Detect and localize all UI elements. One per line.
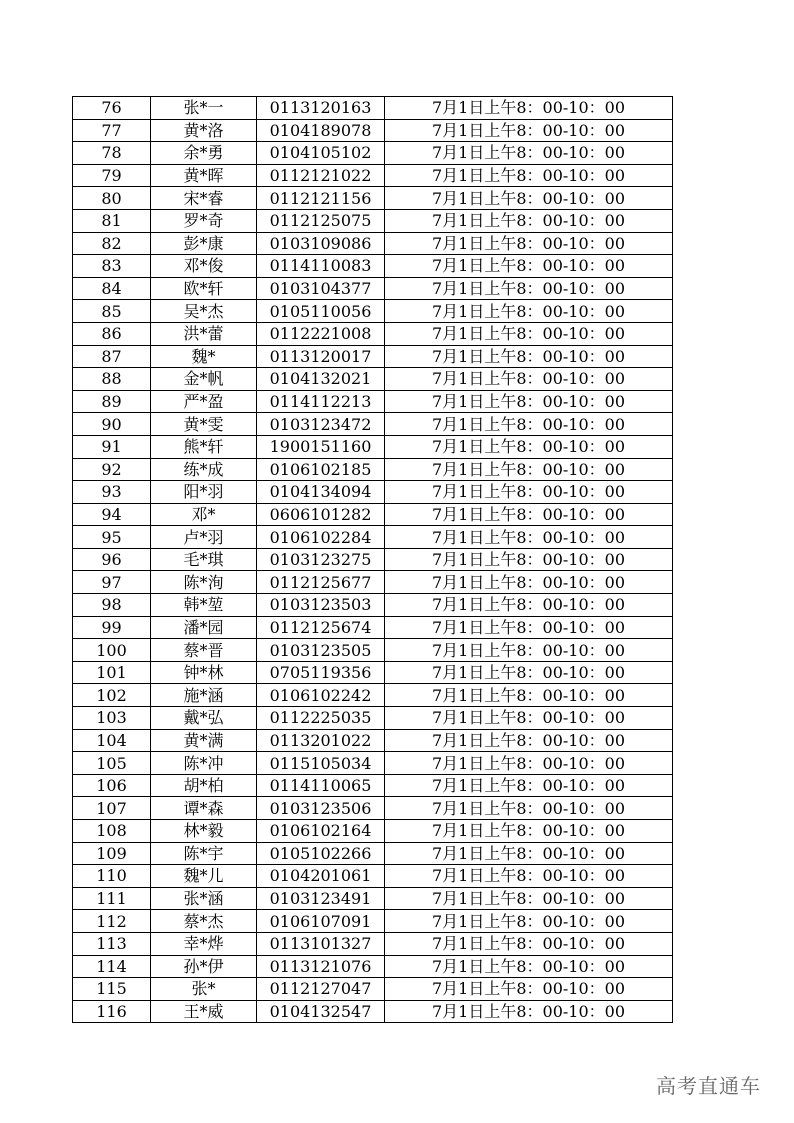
row-number-cell: 116 bbox=[73, 1000, 151, 1023]
student-name-cell: 张* bbox=[151, 978, 257, 1001]
student-id-cell: 0112221008 bbox=[257, 322, 385, 345]
student-id-cell: 0103123491 bbox=[257, 887, 385, 910]
table-row bbox=[73, 481, 673, 504]
table-row bbox=[73, 503, 673, 526]
row-number-cell: 94 bbox=[73, 503, 151, 526]
table-row bbox=[73, 435, 673, 458]
student-name-cell: 蔡*晋 bbox=[151, 639, 257, 662]
table-row bbox=[73, 571, 673, 594]
student-id-cell: 0103123275 bbox=[257, 548, 385, 571]
student-name-cell: 张*涵 bbox=[151, 887, 257, 910]
student-id-cell: 0104132021 bbox=[257, 368, 385, 391]
exam-time-cell: 7月1日上午8：00-10：00 bbox=[385, 865, 673, 888]
exam-time-cell: 7月1日上午8：00-10：00 bbox=[385, 481, 673, 504]
row-number-cell: 106 bbox=[73, 774, 151, 797]
student-id-cell: 0103109086 bbox=[257, 232, 385, 255]
student-name-cell: 魏*儿 bbox=[151, 865, 257, 888]
student-name-cell: 黄*晖 bbox=[151, 164, 257, 187]
exam-time-cell: 7月1日上午8：00-10：00 bbox=[385, 322, 673, 345]
row-number-cell: 82 bbox=[73, 232, 151, 255]
student-name-cell: 蔡*杰 bbox=[151, 910, 257, 933]
student-name-cell: 黄*满 bbox=[151, 729, 257, 752]
table-row bbox=[73, 300, 673, 323]
table-row bbox=[73, 277, 673, 300]
student-id-cell: 0106102284 bbox=[257, 526, 385, 549]
student-name-cell: 卢*羽 bbox=[151, 526, 257, 549]
table-row bbox=[73, 729, 673, 752]
table-row bbox=[73, 209, 673, 232]
student-name-cell: 林*毅 bbox=[151, 820, 257, 843]
student-id-cell: 0104189078 bbox=[257, 119, 385, 142]
table-row bbox=[73, 368, 673, 391]
student-name-cell: 胡*柏 bbox=[151, 774, 257, 797]
exam-time-cell: 7月1日上午8：00-10：00 bbox=[385, 526, 673, 549]
exam-time-cell: 7月1日上午8：00-10：00 bbox=[385, 707, 673, 730]
student-id-cell: 0103123505 bbox=[257, 639, 385, 662]
student-name-cell: 罗*奇 bbox=[151, 209, 257, 232]
row-number-cell: 89 bbox=[73, 390, 151, 413]
schedule-table bbox=[72, 96, 673, 1023]
exam-time-cell: 7月1日上午8：00-10：00 bbox=[385, 368, 673, 391]
exam-time-cell: 7月1日上午8：00-10：00 bbox=[385, 119, 673, 142]
student-name-cell: 金*帆 bbox=[151, 368, 257, 391]
student-id-cell: 0113121076 bbox=[257, 955, 385, 978]
student-name-cell: 魏* bbox=[151, 345, 257, 368]
exam-time-cell: 7月1日上午8：00-10：00 bbox=[385, 187, 673, 210]
table-row bbox=[73, 820, 673, 843]
student-id-cell: 0606101282 bbox=[257, 503, 385, 526]
student-name-cell: 幸*烨 bbox=[151, 932, 257, 955]
table-row bbox=[73, 910, 673, 933]
student-name-cell: 吴*杰 bbox=[151, 300, 257, 323]
exam-time-cell: 7月1日上午8：00-10：00 bbox=[385, 435, 673, 458]
table-row bbox=[73, 752, 673, 775]
table-row bbox=[73, 164, 673, 187]
student-id-cell: 0113120163 bbox=[257, 97, 385, 120]
student-id-cell: 0105102266 bbox=[257, 842, 385, 865]
row-number-cell: 105 bbox=[73, 752, 151, 775]
student-id-cell: 0106107091 bbox=[257, 910, 385, 933]
row-number-cell: 108 bbox=[73, 820, 151, 843]
student-id-cell: 0105110056 bbox=[257, 300, 385, 323]
row-number-cell: 104 bbox=[73, 729, 151, 752]
table-row bbox=[73, 458, 673, 481]
student-name-cell: 洪*蕾 bbox=[151, 322, 257, 345]
student-name-cell: 练*成 bbox=[151, 458, 257, 481]
row-number-cell: 87 bbox=[73, 345, 151, 368]
row-number-cell: 91 bbox=[73, 435, 151, 458]
table-row bbox=[73, 842, 673, 865]
exam-time-cell: 7月1日上午8：00-10：00 bbox=[385, 548, 673, 571]
row-number-cell: 80 bbox=[73, 187, 151, 210]
exam-time-cell: 7月1日上午8：00-10：00 bbox=[385, 255, 673, 278]
table-row bbox=[73, 955, 673, 978]
table-row bbox=[73, 548, 673, 571]
student-name-cell: 陈*宇 bbox=[151, 842, 257, 865]
exam-time-cell: 7月1日上午8：00-10：00 bbox=[385, 842, 673, 865]
row-number-cell: 102 bbox=[73, 684, 151, 707]
student-name-cell: 余*勇 bbox=[151, 142, 257, 165]
student-name-cell: 钟*林 bbox=[151, 661, 257, 684]
table-row bbox=[73, 932, 673, 955]
student-id-cell: 0106102164 bbox=[257, 820, 385, 843]
row-number-cell: 114 bbox=[73, 955, 151, 978]
row-number-cell: 95 bbox=[73, 526, 151, 549]
student-id-cell: 0112125677 bbox=[257, 571, 385, 594]
exam-time-cell: 7月1日上午8：00-10：00 bbox=[385, 209, 673, 232]
table-row bbox=[73, 978, 673, 1001]
student-id-cell: 0103104377 bbox=[257, 277, 385, 300]
student-id-cell: 0112127047 bbox=[257, 978, 385, 1001]
exam-time-cell: 7月1日上午8：00-10：00 bbox=[385, 345, 673, 368]
student-name-cell: 陈*洵 bbox=[151, 571, 257, 594]
row-number-cell: 109 bbox=[73, 842, 151, 865]
table-row bbox=[73, 142, 673, 165]
student-id-cell: 0112125075 bbox=[257, 209, 385, 232]
row-number-cell: 78 bbox=[73, 142, 151, 165]
exam-time-cell: 7月1日上午8：00-10：00 bbox=[385, 300, 673, 323]
exam-time-cell: 7月1日上午8：00-10：00 bbox=[385, 390, 673, 413]
table-row bbox=[73, 616, 673, 639]
row-number-cell: 81 bbox=[73, 209, 151, 232]
student-id-cell: 0103123506 bbox=[257, 797, 385, 820]
row-number-cell: 88 bbox=[73, 368, 151, 391]
student-name-cell: 毛*琪 bbox=[151, 548, 257, 571]
student-id-cell: 0104201061 bbox=[257, 865, 385, 888]
schedule-table-body bbox=[73, 97, 673, 1023]
exam-time-cell: 7月1日上午8：00-10：00 bbox=[385, 910, 673, 933]
student-id-cell: 0103123472 bbox=[257, 413, 385, 436]
student-name-cell: 陈*冲 bbox=[151, 752, 257, 775]
exam-time-cell: 7月1日上午8：00-10：00 bbox=[385, 277, 673, 300]
student-name-cell: 谭*森 bbox=[151, 797, 257, 820]
exam-time-cell: 7月1日上午8：00-10：00 bbox=[385, 797, 673, 820]
row-number-cell: 93 bbox=[73, 481, 151, 504]
table-row bbox=[73, 639, 673, 662]
student-id-cell: 0104132547 bbox=[257, 1000, 385, 1023]
student-name-cell: 黄*洛 bbox=[151, 119, 257, 142]
student-id-cell: 0114112213 bbox=[257, 390, 385, 413]
exam-time-cell: 7月1日上午8：00-10：00 bbox=[385, 571, 673, 594]
student-id-cell: 0112125674 bbox=[257, 616, 385, 639]
student-name-cell: 邓* bbox=[151, 503, 257, 526]
row-number-cell: 90 bbox=[73, 413, 151, 436]
table-row bbox=[73, 345, 673, 368]
table-row bbox=[73, 232, 673, 255]
exam-time-cell: 7月1日上午8：00-10：00 bbox=[385, 978, 673, 1001]
table-row bbox=[73, 865, 673, 888]
exam-time-cell: 7月1日上午8：00-10：00 bbox=[385, 164, 673, 187]
exam-time-cell: 7月1日上午8：00-10：00 bbox=[385, 97, 673, 120]
table-row bbox=[73, 774, 673, 797]
exam-time-cell: 7月1日上午8：00-10：00 bbox=[385, 955, 673, 978]
student-name-cell: 韩*堃 bbox=[151, 594, 257, 617]
table-row bbox=[73, 413, 673, 436]
exam-time-cell: 7月1日上午8：00-10：00 bbox=[385, 774, 673, 797]
exam-time-cell: 7月1日上午8：00-10：00 bbox=[385, 932, 673, 955]
row-number-cell: 107 bbox=[73, 797, 151, 820]
exam-time-cell: 7月1日上午8：00-10：00 bbox=[385, 820, 673, 843]
row-number-cell: 85 bbox=[73, 300, 151, 323]
row-number-cell: 101 bbox=[73, 661, 151, 684]
exam-time-cell: 7月1日上午8：00-10：00 bbox=[385, 639, 673, 662]
student-id-cell: 0104134094 bbox=[257, 481, 385, 504]
row-number-cell: 86 bbox=[73, 322, 151, 345]
row-number-cell: 76 bbox=[73, 97, 151, 120]
student-name-cell: 潘*园 bbox=[151, 616, 257, 639]
row-number-cell: 77 bbox=[73, 119, 151, 142]
student-id-cell: 0106102185 bbox=[257, 458, 385, 481]
student-id-cell: 0112225035 bbox=[257, 707, 385, 730]
table-row bbox=[73, 526, 673, 549]
student-id-cell: 0114110083 bbox=[257, 255, 385, 278]
student-id-cell: 0103123503 bbox=[257, 594, 385, 617]
student-id-cell: 0112121022 bbox=[257, 164, 385, 187]
table-row bbox=[73, 707, 673, 730]
row-number-cell: 98 bbox=[73, 594, 151, 617]
table-row bbox=[73, 97, 673, 120]
exam-time-cell: 7月1日上午8：00-10：00 bbox=[385, 1000, 673, 1023]
row-number-cell: 100 bbox=[73, 639, 151, 662]
table-row bbox=[73, 255, 673, 278]
row-number-cell: 113 bbox=[73, 932, 151, 955]
exam-time-cell: 7月1日上午8：00-10：00 bbox=[385, 232, 673, 255]
student-id-cell: 1900151160 bbox=[257, 435, 385, 458]
table-row bbox=[73, 322, 673, 345]
student-name-cell: 孙*伊 bbox=[151, 955, 257, 978]
row-number-cell: 79 bbox=[73, 164, 151, 187]
student-name-cell: 王*威 bbox=[151, 1000, 257, 1023]
row-number-cell: 97 bbox=[73, 571, 151, 594]
watermark-logo-text: 高考直通车 bbox=[656, 1074, 761, 1098]
row-number-cell: 84 bbox=[73, 277, 151, 300]
table-row bbox=[73, 661, 673, 684]
exam-time-cell: 7月1日上午8：00-10：00 bbox=[385, 752, 673, 775]
row-number-cell: 103 bbox=[73, 707, 151, 730]
student-name-cell: 阳*羽 bbox=[151, 481, 257, 504]
exam-time-cell: 7月1日上午8：00-10：00 bbox=[385, 887, 673, 910]
table-row bbox=[73, 1000, 673, 1023]
student-name-cell: 宋*睿 bbox=[151, 187, 257, 210]
student-id-cell: 0115105034 bbox=[257, 752, 385, 775]
student-name-cell: 张*一 bbox=[151, 97, 257, 120]
table-row bbox=[73, 390, 673, 413]
student-id-cell: 0113101327 bbox=[257, 932, 385, 955]
row-number-cell: 96 bbox=[73, 548, 151, 571]
row-number-cell: 110 bbox=[73, 865, 151, 888]
student-id-cell: 0104105102 bbox=[257, 142, 385, 165]
student-id-cell: 0114110065 bbox=[257, 774, 385, 797]
row-number-cell: 111 bbox=[73, 887, 151, 910]
table-row bbox=[73, 797, 673, 820]
student-name-cell: 戴*弘 bbox=[151, 707, 257, 730]
table-row bbox=[73, 187, 673, 210]
student-name-cell: 施*涵 bbox=[151, 684, 257, 707]
exam-time-cell: 7月1日上午8：00-10：00 bbox=[385, 458, 673, 481]
row-number-cell: 92 bbox=[73, 458, 151, 481]
exam-time-cell: 7月1日上午8：00-10：00 bbox=[385, 503, 673, 526]
exam-time-cell: 7月1日上午8：00-10：00 bbox=[385, 142, 673, 165]
student-name-cell: 严*盈 bbox=[151, 390, 257, 413]
exam-time-cell: 7月1日上午8：00-10：00 bbox=[385, 594, 673, 617]
student-id-cell: 0113120017 bbox=[257, 345, 385, 368]
student-id-cell: 0113201022 bbox=[257, 729, 385, 752]
student-id-cell: 0705119356 bbox=[257, 661, 385, 684]
row-number-cell: 99 bbox=[73, 616, 151, 639]
exam-time-cell: 7月1日上午8：00-10：00 bbox=[385, 729, 673, 752]
row-number-cell: 83 bbox=[73, 255, 151, 278]
student-name-cell: 彭*康 bbox=[151, 232, 257, 255]
student-id-cell: 0112121156 bbox=[257, 187, 385, 210]
student-name-cell: 欧*轩 bbox=[151, 277, 257, 300]
student-name-cell: 黄*雯 bbox=[151, 413, 257, 436]
table-row bbox=[73, 594, 673, 617]
exam-time-cell: 7月1日上午8：00-10：00 bbox=[385, 661, 673, 684]
row-number-cell: 115 bbox=[73, 978, 151, 1001]
student-id-cell: 0106102242 bbox=[257, 684, 385, 707]
row-number-cell: 112 bbox=[73, 910, 151, 933]
table-row bbox=[73, 684, 673, 707]
student-name-cell: 熊*轩 bbox=[151, 435, 257, 458]
table-row bbox=[73, 887, 673, 910]
exam-time-cell: 7月1日上午8：00-10：00 bbox=[385, 684, 673, 707]
exam-time-cell: 7月1日上午8：00-10：00 bbox=[385, 413, 673, 436]
student-name-cell: 邓*俊 bbox=[151, 255, 257, 278]
exam-time-cell: 7月1日上午8：00-10：00 bbox=[385, 616, 673, 639]
table-row bbox=[73, 119, 673, 142]
